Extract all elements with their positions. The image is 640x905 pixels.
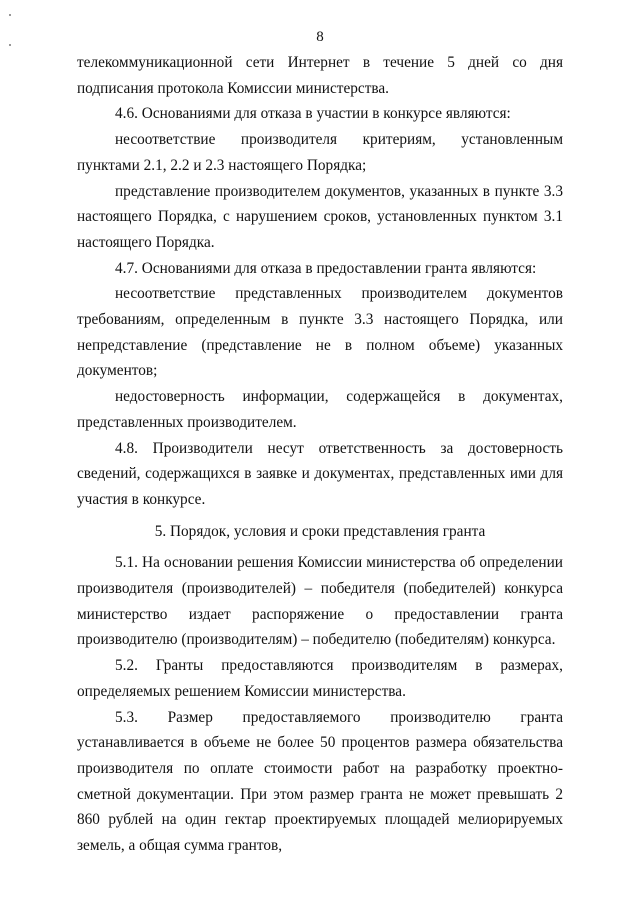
scan-speck — [9, 14, 11, 16]
page-number: 8 — [316, 29, 324, 45]
paragraph: телекоммуникационной сети Интернет в течение 5 дней со дня подписания протокола Комиссии министерства. — [77, 54, 563, 97]
paragraph: несоответствие производителя критериям, установленным пунктами 2.1, 2.2 и 2.3 настоящего Порядка; — [77, 131, 563, 174]
paragraph-group-section-5 — [77, 550, 563, 858]
paragraph: 5.3. Размер предоставляемого производителю гранта устанавливается в объеме не более 50 процентов размера обязательства производителя по оплате стоимости работ на разработку проектно-сметной документации. При этом размер гранта не может превышать 2 860 рублей на один гектар проектируемых площадей мелиорируемых земель, а общая сумма грантов, — [77, 708, 563, 855]
paragraph: представление производителем документов, указанных в пункте 3.3 настоящего Порядка, с нарушением сроков, установленных пунктом 3.1 настоящего Порядка. — [77, 182, 563, 251]
paragraph: 4.6. Основаниями для отказа в участии в конкурсе являются: — [115, 105, 511, 123]
paragraph-group-section-4 — [77, 50, 563, 513]
paragraph: несоответствие представленных производителем документов требованиям, определенным в пункте 3.3 настоящего Порядка, или непредставление (представление не в полном объеме) указанных документов; — [77, 285, 563, 380]
paragraph: 5.1. На основании решения Комиссии министерства об определении производителя (производителей) – победителя (победителей) конкурса министерство издает распоряжение о предоставлении гранта производителю (производителям) – победителю (победителям) конкурса. — [77, 554, 563, 649]
paragraph: 4.7. Основаниями для отказа в предоставлении гранта являются: — [115, 259, 537, 277]
section-heading: 5. Порядок, условия и сроки представления гранта — [154, 522, 486, 540]
paragraph: недостоверность информации, содержащейся в документах, представленных производителем. — [77, 388, 563, 431]
paragraph: 5.2. Гранты предоставляются производителям в размерах, определяемых решением Комиссии министерства. — [77, 657, 563, 700]
document-body — [77, 50, 563, 859]
paragraph: 4.8. Производители несут ответственность за достоверность сведений, содержащихся в заявке и документах, представленных ими для участия в конкурсе. — [77, 439, 563, 508]
